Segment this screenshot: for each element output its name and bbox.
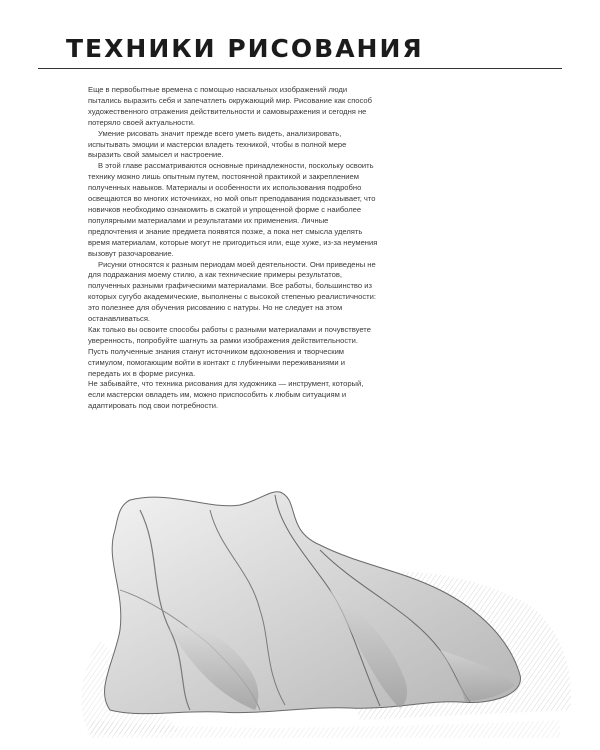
paragraph: Еще в первобытные времена с помощью наскальных изображений люди пытались выразить себя и запечатлеть окружающий мир. Рисование как способ художественного отражения действительности и самовыражения и сегодня не потеряло своей актуальности. xyxy=(88,85,372,127)
paragraph: Рисунки относятся к разным периодам моей деятельности. Они приведены не для подражания моему стилю, а как технические примеры результатов, полученных разными графическими материалами. Все работы, большинство из которых сугубо академические, выполнены с высокой степенью реалистичности: это полезнее для обучения рисованию с натуры. Но не следует на этом останавливаться. xyxy=(88,259,376,324)
page-title: ТЕХНИКИ РИСОВАНИЯ xyxy=(66,34,424,63)
paragraph: Как только вы освоите способы работы с разными материалами и почувствуете уверенность, попробуйте шагнуть за рамки изображения действительности. Пусть полученные знания станут источником вдохновения и творческим стимулом, помогающим войти в контакт с глубинными переживаниями и передать их в форме рисунка. xyxy=(88,324,371,378)
drapery-drawing xyxy=(60,470,580,740)
paragraph: В этой главе рассматриваются основные принадлежности, поскольку освоить технику можно лишь опытным путем, постоянной практикой и закреплением полученных навыков. Материалы и особенности их использования подробно освещаются во многих источниках, но мой опыт преподавания подсказывает, что новичков необходимо ознакомить в сжатой и упрощенной форме с наиболее популярными материалами и результатами их применения. Личные предпочтения и знание предмета появятся позже, а пока нет смысла уделять время материалам, которые могут не пригодиться или, еще хуже, из-за неумения вызовут разочарование. xyxy=(88,161,378,258)
paragraph: Умение рисовать значит прежде всего уметь видеть, анализировать, испытывать эмоции и мастерски владеть техникой, чтобы в полной мере выразить свой замысел и настроение. xyxy=(88,128,347,160)
title-divider xyxy=(38,68,562,69)
paragraph: Не забывайте, что техника рисования для художника — инструмент, который, если мастерски овладеть им, можно приспособить к любым ситуациям и адаптировать под свои потребности. xyxy=(88,379,364,411)
body-text xyxy=(88,85,378,412)
